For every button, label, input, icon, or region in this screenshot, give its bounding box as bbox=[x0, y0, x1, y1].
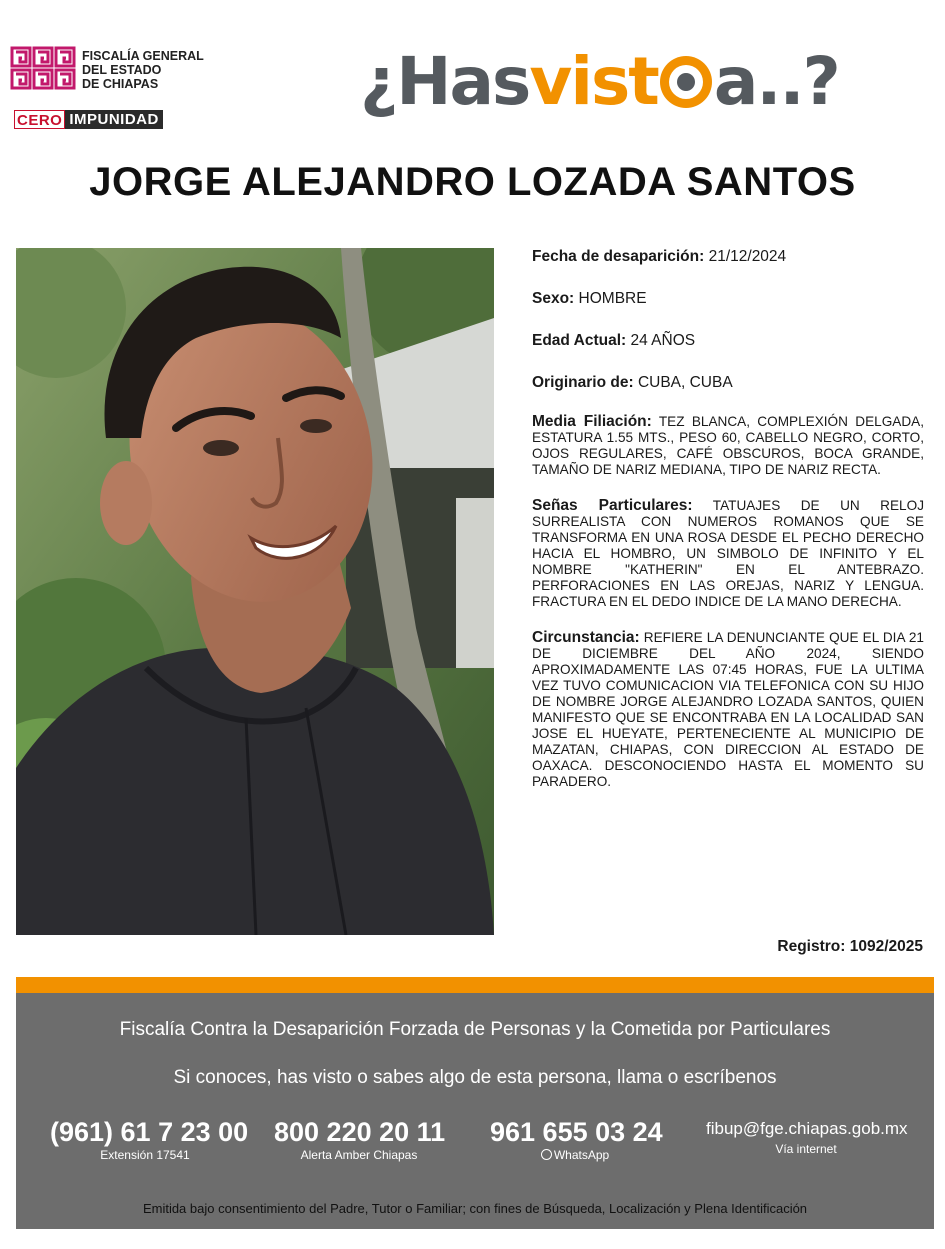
person-details bbox=[532, 246, 924, 810]
edad-label: Edad Actual: bbox=[532, 332, 627, 349]
contact-amber-alert[interactable] bbox=[274, 1117, 444, 1163]
media-filiacion bbox=[532, 414, 924, 478]
contact-phone-main[interactable] bbox=[50, 1117, 249, 1163]
filiacion-label: Media Filiación: bbox=[532, 413, 652, 430]
fiscalia-department: Fiscalía Contra la Desaparición Forzada de Personas y la Cometida por Particulares bbox=[119, 1019, 831, 1040]
cero-impunidad-badge bbox=[14, 110, 163, 129]
phone-main-number[interactable]: (961) 61 7 23 00 bbox=[50, 1117, 249, 1147]
registro-number: Registro: 1092/2025 bbox=[777, 938, 923, 955]
missing-person-name: JORGE ALEJANDRO LOZADA SANTOS bbox=[89, 160, 856, 204]
call-to-action: Si conoces, has visto o sabes algo de esta persona, llama o escríbenos bbox=[173, 1067, 777, 1088]
origen-label: Originario de: bbox=[532, 374, 634, 391]
whatsapp-icon bbox=[541, 1149, 552, 1160]
consent-disclaimer: Emitida bajo consentimiento del Padre, Tutor o Familiar; con fines de Búsqueda, Localización y Plena Identificación bbox=[142, 1201, 808, 1216]
circ-value: REFIERE LA DENUNCIANTE QUE EL DIA 21 DE DICIEMBRE DEL AÑO 2024, SIENDO APROXIMADAMENTE LAS 07:45 HORAS, FUE LA ULTIMA VEZ TUVO COMUNICACION VIA TELEFONICA CON SU HIJO DE NOMBRE JORGE ALEJANDRO LOZADA SANTOS, QUIEN MANIFESTO QUE SE ENCONTRABA EN LA LOCALIDAD SAN JOSE EL HUEYATE, PERTENECIENTE AL MUNICIPIO DE MAZATAN, CHIAPAS, CON DIRECCION AL ESTADO DE OAXACA. DESCONOCIENDO HASTA EL MOMENTO SU PARADERO. bbox=[532, 630, 924, 789]
senas-particulares bbox=[532, 498, 924, 610]
campaign-slogan bbox=[360, 32, 940, 132]
fecha-desaparicion bbox=[532, 246, 924, 268]
cero-text: CERO bbox=[14, 110, 65, 129]
sexo-label: Sexo: bbox=[532, 290, 575, 307]
slogan-part-3: a..? bbox=[713, 43, 839, 120]
edad-actual bbox=[532, 330, 924, 352]
filiacion-value: TEZ BLANCA, COMPLEXIÓN DELGADA, ESTATURA 1.55 MTS., PESO 60, CABELLO NEGRO, CORTO, OJOS REGULARES, CAFÉ OBSCUROS, BOCA GRANDE, TAMAÑO DE NARIZ MEDIANA, TIPO DE NARIZ RECTA. bbox=[532, 414, 924, 477]
contact-footer bbox=[16, 993, 934, 1229]
person-photo-illustration bbox=[16, 248, 494, 935]
slogan-part-2: vist bbox=[529, 43, 658, 120]
org-line-3: DE CHIAPAS bbox=[82, 77, 159, 91]
email-address[interactable]: fibup@fge.chiapas.gob.mx bbox=[706, 1119, 908, 1138]
whatsapp-label: WhatsApp bbox=[553, 1148, 610, 1162]
senas-label: Señas Particulares: bbox=[532, 497, 693, 514]
bottom-margin bbox=[0, 1229, 945, 1249]
fecha-label: Fecha de desaparición: bbox=[532, 248, 705, 265]
org-line-2: DEL ESTADO bbox=[82, 63, 162, 77]
edad-value: 24 AÑOS bbox=[630, 332, 696, 349]
contact-email[interactable] bbox=[706, 1117, 906, 1157]
originario bbox=[532, 372, 924, 394]
senas-value: TATUAJES DE UN RELOJ SURREALISTA CON NUMEROS ROMANOS QUE SE TRANSFORMA EN UNA ROSA DESDE EL PECHO DERECHO HACIA EL HOMBRO, UN SIMBOLO DE INFINITO Y EL NOMBRE "KATHERIN" EN EL ANTEBRAZO. PERFORACIONES EN LAS OREJAS, NARIZ Y LENGUA. FRACTURA EN EL DEDO INDICE DE LA MANO DERECHA. bbox=[532, 498, 924, 609]
amber-alert-number[interactable]: 800 220 20 11 bbox=[274, 1117, 446, 1147]
footer-accent-bar bbox=[16, 977, 934, 993]
fiscalia-name bbox=[82, 49, 204, 91]
contact-whatsapp[interactable] bbox=[490, 1117, 663, 1163]
org-line-1: FISCALÍA GENERAL bbox=[82, 49, 204, 63]
fiscalia-emblem-icon bbox=[10, 46, 76, 90]
circunstancia bbox=[532, 630, 924, 790]
impunidad-text: IMPUNIDAD bbox=[65, 110, 163, 129]
fecha-value: 21/12/2024 bbox=[708, 248, 787, 265]
person-photo bbox=[16, 248, 494, 935]
circ-label: Circunstancia: bbox=[532, 629, 640, 646]
origen-value: CUBA, CUBA bbox=[637, 374, 733, 391]
header bbox=[0, 0, 945, 150]
sexo-value: HOMBRE bbox=[578, 290, 647, 307]
email-label: Vía internet bbox=[775, 1142, 837, 1156]
fiscalia-logo bbox=[10, 46, 220, 136]
whatsapp-label-wrap bbox=[490, 1147, 660, 1163]
eye-icon bbox=[660, 56, 712, 108]
sexo bbox=[532, 288, 924, 310]
whatsapp-number[interactable]: 961 655 03 24 bbox=[490, 1117, 663, 1147]
phone-main-extension: Extensión 17541 bbox=[100, 1148, 190, 1162]
amber-alert-label: Alerta Amber Chiapas bbox=[300, 1148, 418, 1162]
slogan-part-1: ¿Has bbox=[360, 43, 530, 120]
